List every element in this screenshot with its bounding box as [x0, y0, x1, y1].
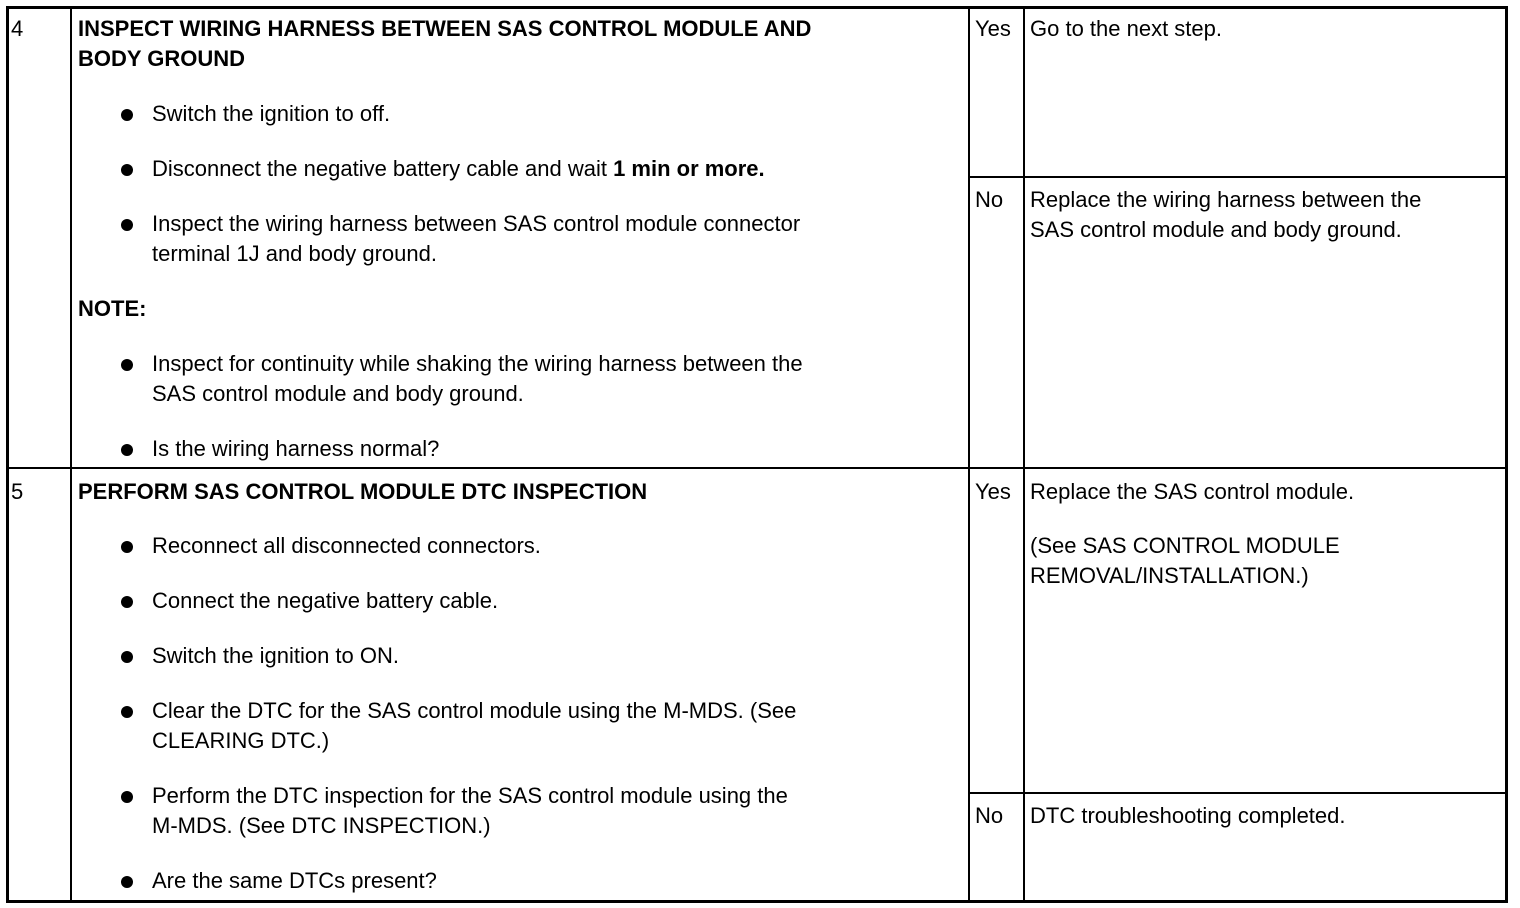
question-text: Are the same DTCs present? [152, 868, 437, 893]
instruction-text: Clear the DTC for the SAS control module using the M-MDS. (See [152, 698, 797, 723]
step-title: PERFORM SAS CONTROL MODULE DTC INSPECTION [78, 479, 648, 504]
row-divider-step5-yes-no [968, 792, 1506, 794]
result-yes-label: Yes [975, 16, 1011, 41]
instruction-text-continued: terminal 1J and body ground. [152, 241, 437, 266]
result-yes-action: Go to the next step. [1030, 16, 1223, 41]
step-number: 4 [11, 16, 24, 41]
column-divider-result [968, 6, 970, 903]
bullet-icon [121, 651, 133, 663]
instruction-text-emphasis: 1 min or more. [613, 156, 765, 181]
question-text: Is the wiring harness normal? [152, 436, 440, 461]
result-no-label: No [975, 187, 1004, 212]
result-no-action: Replace the wiring harness between the [1030, 187, 1422, 212]
bullet-icon [121, 791, 133, 803]
bullet-icon [121, 876, 133, 888]
result-no-action: DTC troubleshooting completed. [1030, 803, 1346, 828]
result-yes-reference: (See SAS CONTROL MODULE [1030, 533, 1340, 558]
step-title: INSPECT WIRING HARNESS BETWEEN SAS CONTROL MODULE AND [78, 16, 812, 41]
bullet-icon [121, 444, 133, 456]
column-divider-step [70, 6, 72, 903]
result-yes-action: Replace the SAS control module. [1030, 479, 1355, 504]
note-label: NOTE: [78, 296, 147, 321]
instruction-text: Perform the DTC inspection for the SAS control module using the [152, 783, 788, 808]
step-number: 5 [11, 479, 24, 504]
result-no-label: No [975, 803, 1004, 828]
step-title-continued: BODY GROUND [78, 46, 246, 71]
bullet-icon [121, 596, 133, 608]
row-divider-step4-yes-no [968, 176, 1506, 178]
instruction-text: Switch the ignition to off. [152, 101, 391, 126]
instruction-text [152, 154, 765, 184]
result-yes-reference-continued: REMOVAL/INSTALLATION.) [1030, 563, 1309, 588]
bullet-icon [121, 219, 133, 231]
instruction-text-main: Disconnect the negative battery cable and wait [152, 156, 614, 181]
note-text: Inspect for continuity while shaking the wiring harness between the [152, 351, 803, 376]
note-text-continued: SAS control module and body ground. [152, 381, 524, 406]
result-no-action-continued: SAS control module and body ground. [1030, 217, 1402, 242]
result-yes-label: Yes [975, 479, 1011, 504]
instruction-text: Reconnect all disconnected connectors. [152, 533, 541, 558]
instruction-text-continued: CLEARING DTC.) [152, 728, 330, 753]
column-divider-action [1023, 6, 1025, 903]
instruction-text: Switch the ignition to ON. [152, 643, 400, 668]
bullet-icon [121, 164, 133, 176]
row-divider-step4-step5 [6, 467, 1506, 469]
bullet-icon [121, 359, 133, 371]
instruction-text: Connect the negative battery cable. [152, 588, 499, 613]
bullet-icon [121, 109, 133, 121]
bullet-icon [121, 706, 133, 718]
bullet-icon [121, 541, 133, 553]
instruction-text: Inspect the wiring harness between SAS control module connector [152, 211, 801, 236]
instruction-text-continued: M-MDS. (See DTC INSPECTION.) [152, 813, 491, 838]
